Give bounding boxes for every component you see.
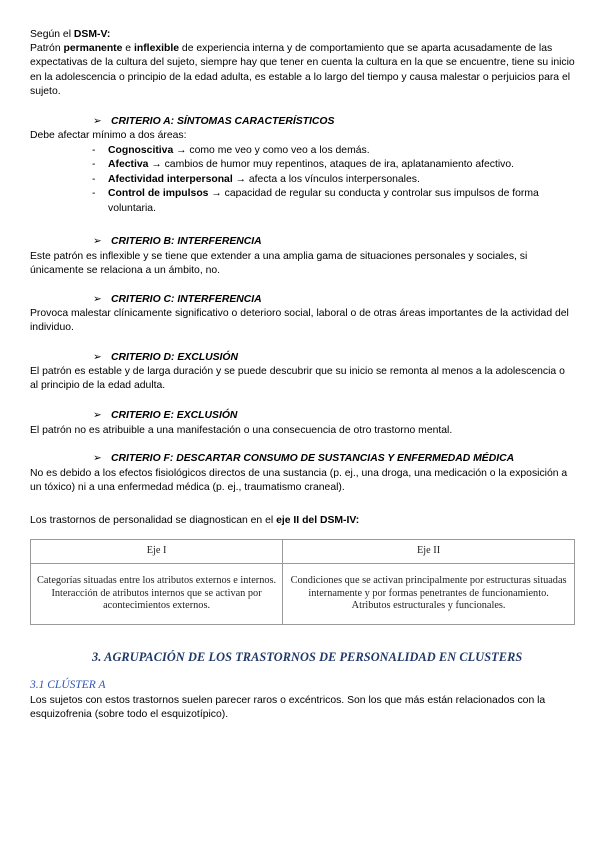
inflexible-term: inflexible — [133, 43, 180, 54]
arrow-bullet-icon: ➢ — [93, 116, 102, 127]
arrow-bullet-icon: ➢ — [93, 294, 102, 305]
table-cell-eje-ii: Condiciones que se activan principalmente por estructuras situadas internamente y por formas penetrantes de funcionamiento. Atributos estructurales y funcionales. — [283, 564, 575, 625]
criterion-e-text: El patrón no es atribuible a una manifestación o una consecuencia de otro trastorno mental. — [30, 425, 453, 436]
table-row — [31, 564, 575, 625]
table-header-eje-i: Eje I — [31, 540, 283, 564]
eje-ii-label: eje II del DSM-IV: — [276, 515, 360, 526]
criterion-c-text: Provoca malestar clínicamente significativo o deterioro social, laboral o de otras áreas importantes de la actividad del individuo. — [30, 308, 569, 334]
criterion-a-list — [92, 144, 577, 216]
arrow-bullet-icon: ➢ — [93, 236, 102, 247]
list-item: - Control de impulsos → capacidad de regular su conducta y controlar sus impulsos de forma voluntaria. — [92, 187, 577, 216]
criterion-f-heading: ➢ CRITERIO F: DESCARTAR CONSUMO DE SUSTANCIAS Y ENFERMEDAD MÉDICA — [93, 452, 514, 466]
intro-lead: Según el DSM-V: — [30, 29, 111, 40]
criterion-b-text: Este patrón es inflexible y se tiene que extender a una amplia gama de situaciones personales y sociales, si únicamente se relaciona a un ámbito, no. — [30, 251, 528, 277]
permanente-term: permanente — [63, 43, 123, 54]
criterion-d-heading: ➢ CRITERIO D: EXCLUSIÓN — [93, 351, 238, 365]
table-header-row — [31, 540, 575, 564]
list-item: - Afectiva → cambios de humor muy repentinos, ataques de ira, aplatanamiento afectivo. — [92, 158, 577, 172]
table-cell-eje-i: Categorías situadas entre los atributos externos e internos. Interacción de atributos internos que se activan por acontecimientos externos. — [31, 564, 283, 625]
criterion-a-heading: ➢ CRITERIO A: SÍNTOMAS CARACTERÍSTICOS — [93, 115, 334, 129]
section-3-1-heading: 3.1 CLÚSTER A — [30, 679, 106, 691]
arrow-bullet-icon: ➢ — [93, 453, 102, 464]
arrow-bullet-icon: ➢ — [93, 410, 102, 421]
arrow-bullet-icon: ➢ — [93, 352, 102, 363]
dsm-v-label: DSM-V: — [73, 29, 111, 40]
criterion-c-heading: ➢ CRITERIO C: INTERFERENCIA — [93, 293, 262, 307]
section-3-heading: 3. AGRUPACIÓN DE LOS TRASTORNOS DE PERSONALIDAD EN CLUSTERS — [92, 650, 523, 664]
list-item: - Cognoscitiva → como me veo y como veo a los demás. — [92, 144, 577, 158]
criterion-e-heading: ➢ CRITERIO E: EXCLUSIÓN — [93, 409, 237, 423]
criterion-d-text: El patrón es estable y de larga duración y se puede descubrir que su inicio se remonta al menos a la adolescencia o al principio de la edad adulta. — [30, 366, 565, 392]
table-header-eje-ii: Eje II — [283, 540, 575, 564]
criterion-f-text: No es debido a los efectos fisiológicos directos de una sustancia (p. ej., una droga, una medicación o la exposición a un tóxico) ni a una enfermedad médica (p. ej., traumatismo craneal). — [30, 468, 568, 494]
intro-paragraph: Patrón permanente e inflexible de experiencia interna y de comportamiento que se aparta acusadamente de las expectativas de la cultura del sujeto, siempre hay que tener en cuenta la cultura en la que se encuentre, tiene su inicio en la adolescencia o principio de la edad adulta, es estable a lo largo del tiempo y causa malestar o perjuicios para el sujeto. — [30, 43, 575, 98]
list-item: - Afectividad interpersonal → afecta a los vínculos interpersonales. — [92, 173, 577, 187]
criterion-a-lead: Debe afectar mínimo a dos áreas: — [30, 130, 187, 141]
axes-table — [30, 539, 575, 625]
criterion-b-heading: ➢ CRITERIO B: INTERFERENCIA — [93, 235, 262, 249]
section-3-1-text: Los sujetos con estos trastornos suelen parecer raros o excéntricos. Son los que más están relacionados con la esquizofrenia (sobre todo el esquizotípico). — [30, 695, 546, 721]
axes-intro: Los trastornos de personalidad se diagnostican en el eje II del DSM-IV: — [30, 515, 360, 526]
